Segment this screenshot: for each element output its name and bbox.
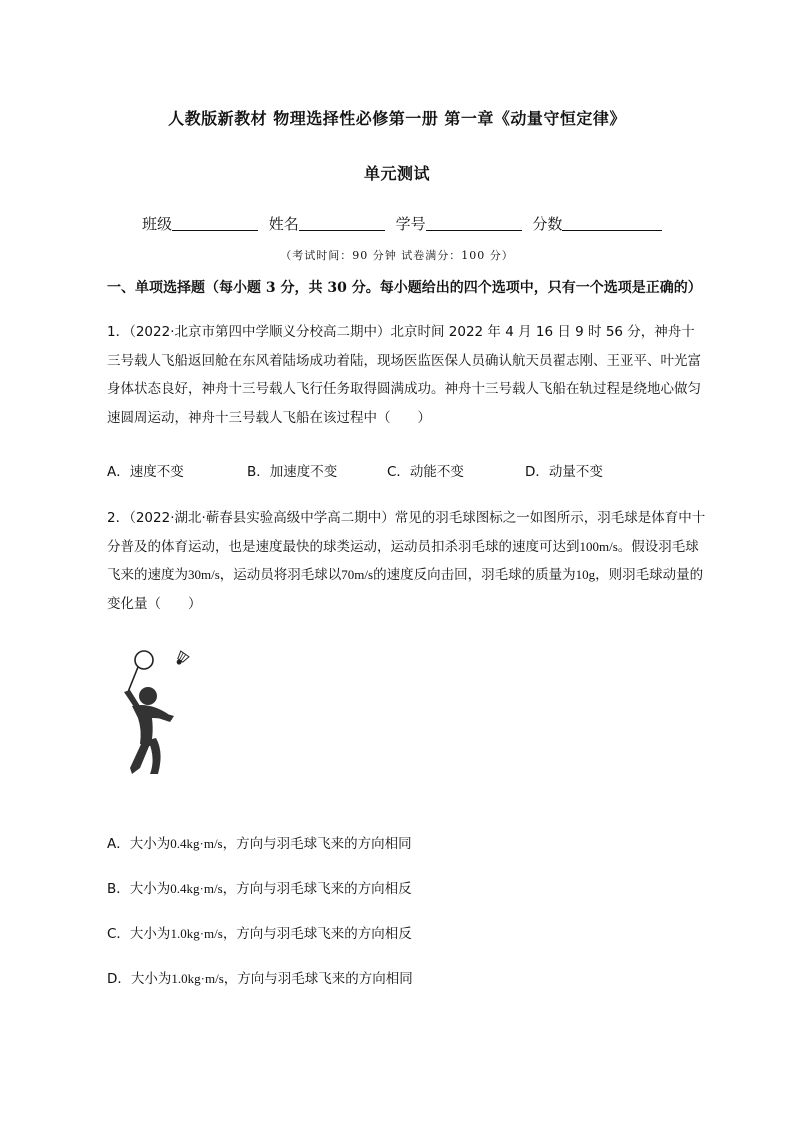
q2-speed-max: 100m/s [579,538,618,554]
player-leg-front [148,738,161,774]
q2-text-part3: ，运动员将羽毛球以 [219,567,342,583]
class-field [142,213,258,234]
q2-option-a[interactable]: A．大小为0.4kg·m/s，方向与羽毛球飞来的方向相同 [107,836,412,852]
question-1-text: 1．（2022·北京市第四中学顺义分校高二期中）北京时间 2022 年 4 月 16 日 9 时 56 分，神舟十三号载人飞船返回舱在东风着陆场成功着陆，现场医监医保人员确认航天员翟志刚、王亚平、叶光富身体状态良好，神舟十三号载人飞行任务取得圆满成功。神舟十三号载人飞船在轨过程是绕地心做匀速圆周运动，神舟十三号载人飞船在该过程中（ ） [107,324,701,426]
section-heading: 一、单项选择题（每小题 3 分，共 30 分。每小题给出的四个选项中，只有一个选项是正确的） [107,280,702,296]
student-id-field [396,213,522,234]
student-id-label: 学号 [395,215,426,233]
q2-option-c[interactable]: C．大小为1.0kg·m/s，方向与羽毛球飞来的方向相反 [107,926,412,942]
q2-option-b[interactable]: B．大小为0.4kg·m/s，方向与羽毛球飞来的方向相反 [107,881,412,897]
q2-text-part1: 2．（2022·湖北·蕲春县实验高级中学高二期中）常见的羽毛球图标之一如图所示，羽毛球是体育中十分普及的体育运动，也是速度最快的球类运动，运动员扣杀羽毛球的速度可达到 [107,510,706,555]
document-title: 人教版新教材 物理选择性必修第一册 第一章《动量守恒定律》 [168,109,626,128]
q2-text-part5: ，则羽毛球动量的变化量（ ） [107,567,704,612]
q2-speed-in: 30m/s [188,567,220,582]
player-leg-back [130,742,150,774]
q1-option-b[interactable]: B．加速度不变 [247,464,338,480]
q2-speed-out: 70m/s [341,567,374,582]
exam-note: （考试时间：90 分钟 试卷满分：100 分） [280,249,514,262]
shuttlecock [174,651,189,667]
score-field [532,213,662,234]
racket-head [135,651,153,669]
q1-option-c[interactable]: C．动能不变 [387,464,464,480]
class-label: 班级 [142,215,173,233]
score-blank[interactable] [562,214,662,231]
q2-mass: 10g [575,567,596,582]
student-info-row [142,213,668,234]
document-subtitle: 单元测试 [363,164,430,183]
q2-text-part2: 。假设羽毛球飞来的速度为 [107,538,699,583]
q1-option-d[interactable]: D．动量不变 [525,464,603,480]
player-head [139,687,157,705]
score-label: 分数 [532,215,563,233]
question-1-options [107,460,603,480]
q1-option-a[interactable]: A．速度不变 [107,464,184,480]
q2-text-part4: 的速度反向击回，羽毛球的质量为 [373,567,576,583]
question-2-text [107,504,707,618]
racket-handle [128,667,138,692]
q2-option-d[interactable]: D．大小为1.0kg·m/s，方向与羽毛球飞来的方向相同 [107,971,413,987]
name-label: 姓名 [268,215,299,233]
class-blank[interactable] [172,214,258,231]
badminton-player-icon [110,648,202,780]
name-blank[interactable] [299,214,385,231]
name-field [269,213,385,234]
student-id-blank[interactable] [426,214,522,231]
